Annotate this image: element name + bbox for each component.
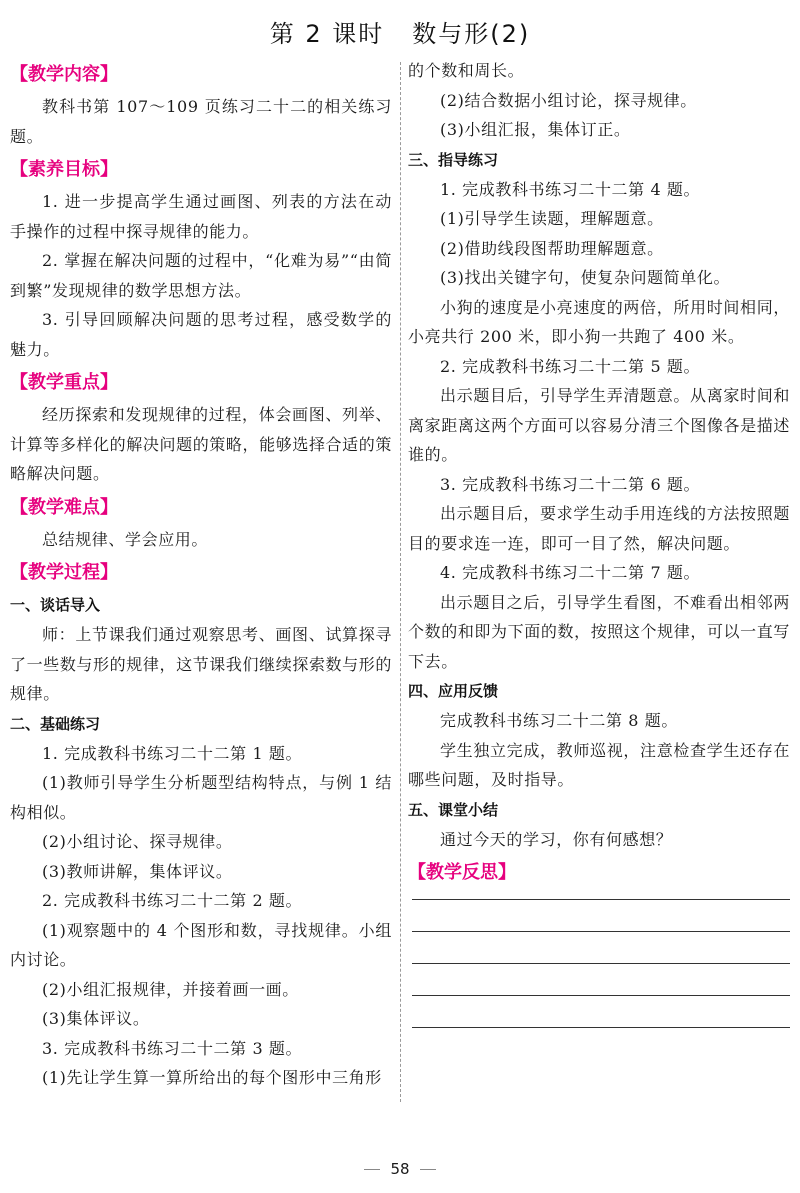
continued-text: 的个数和周长。 <box>408 61 525 80</box>
page-footer <box>0 1160 800 1178</box>
guided-item: 出示题目后，要求学生动手用连线的方法按照题目的要求连一连，即可一目了然，解决问题。 <box>408 504 790 553</box>
practice-item: (2)结合数据小组讨论，探寻规律。 <box>440 90 697 110</box>
content-text: 教科书第 107～109 页练习二十二的相关练习题。 <box>10 97 392 146</box>
guided-item: 2. 完成教科书练习二十二第 5 题。 <box>440 356 701 376</box>
goal-item: 1. 进一步提高学生通过画图、列表的方法在动手操作的过程中探寻规律的能力。 <box>10 192 392 241</box>
subheading-summary: 五、课堂小结 <box>408 800 499 819</box>
writing-line <box>412 995 790 996</box>
summary-text: 通过今天的学习，你有何感想？ <box>440 829 673 849</box>
goal-item: 2. 掌握在解决问题的过程中，“化难为易”“由简到繁”发现规律的数学思想方法。 <box>10 251 392 300</box>
practice-item: (2)小组讨论、探寻规律。 <box>42 832 233 851</box>
practice-item: (2)小组汇报规律，并接着画一画。 <box>42 979 299 999</box>
writing-line <box>412 931 790 932</box>
right-column <box>408 56 790 1059</box>
guided-item: 4. 完成教科书练习二十二第 7 题。 <box>440 563 701 582</box>
practice-item: (3)集体评议。 <box>42 1009 150 1028</box>
page-number: 58 <box>390 1160 410 1178</box>
subheading-intro: 一、谈话导入 <box>10 596 101 614</box>
feedback-item: 学生独立完成，教师巡视，注意检查学生还存在哪些问题，及时指导。 <box>408 740 790 789</box>
practice-item: (3)小组汇报，集体订正。 <box>440 120 631 139</box>
reflection-writing-area <box>408 899 790 1028</box>
goal-item: 3. 引导回顾解决问题的思考过程，感受数学的魅力。 <box>10 310 392 359</box>
subheading-guided-practice: 三、指导练习 <box>408 150 499 169</box>
practice-item: 1. 完成教科书练习二十二第 1 题。 <box>42 743 303 763</box>
difficulty-text: 总结规律、学会应用。 <box>42 529 209 549</box>
lesson-number: 第 2 课时 <box>269 20 385 48</box>
section-heading-key: 【教学重点】 <box>10 372 118 393</box>
section-heading-reflection: 【教学反思】 <box>408 862 516 883</box>
section-heading-process: 【教学过程】 <box>10 562 118 583</box>
key-text: 经历探索和发现规律的过程，体会画图、列举、计算等多样化的解决问题的策略，能够选择合适的策略解决问题。 <box>10 405 392 483</box>
lesson-topic: 数与形(2) <box>412 20 531 48</box>
guided-item: (1)引导学生读题，理解题意。 <box>440 209 664 228</box>
section-heading-difficulty: 【教学难点】 <box>10 496 118 518</box>
guided-item: 出示题目之后，引导学生看图，不难看出相邻两个数的和即为下面的数，按照这个规律，可以一直写下去。 <box>408 592 790 671</box>
writing-line <box>412 899 790 900</box>
guided-item: 小狗的速度是小亮速度的两倍，所用时间相同，小亮共行 200 米，即小狗一共跑了 400 米。 <box>408 297 790 346</box>
section-heading-content: 【教学内容】 <box>10 64 118 85</box>
intro-text: 师：上节课我们通过观察思考、画图、试算探寻了一些数与形的规律，这节课我们继续探索数与形的规律。 <box>10 625 392 703</box>
practice-item: (1)先让学生算一算所给出的每个图形中三角形 <box>42 1068 382 1087</box>
guided-item: 出示题目后，引导学生弄清题意。从离家时间和离家距离这两个方面可以容易分清三个图像各是描述谁的。 <box>408 386 790 464</box>
column-divider <box>400 62 401 1102</box>
practice-item: (1)观察题中的 4 个图形和数，寻找规律。小组内讨论。 <box>10 920 392 969</box>
footer-dash-right <box>420 1169 436 1170</box>
guided-item: (2)借助线段图帮助理解题意。 <box>440 238 664 258</box>
writing-line <box>412 1027 790 1028</box>
practice-item: 3. 完成教科书练习二十二第 3 题。 <box>42 1038 303 1058</box>
practice-item: (1)教师引导学生分析题型结构特点，与例 1 结构相似。 <box>10 773 392 822</box>
guided-item: (3)找出关键字句，使复杂问题简单化。 <box>440 268 731 287</box>
subheading-basic-practice: 二、基础练习 <box>10 714 101 733</box>
subheading-feedback: 四、应用反馈 <box>408 682 499 700</box>
practice-item: 2. 完成教科书练习二十二第 2 题。 <box>42 891 303 910</box>
feedback-item: 完成教科书练习二十二第 8 题。 <box>440 711 678 730</box>
guided-item: 3. 完成教科书练习二十二第 6 题。 <box>440 474 701 494</box>
lesson-title <box>0 14 800 49</box>
writing-line <box>412 963 790 964</box>
guided-item: 1. 完成教科书练习二十二第 4 题。 <box>440 179 701 199</box>
practice-item: (3)教师讲解，集体评议。 <box>42 861 233 881</box>
left-column <box>10 56 392 1093</box>
footer-dash-left <box>364 1169 380 1170</box>
section-heading-goals: 【素养目标】 <box>10 159 118 180</box>
